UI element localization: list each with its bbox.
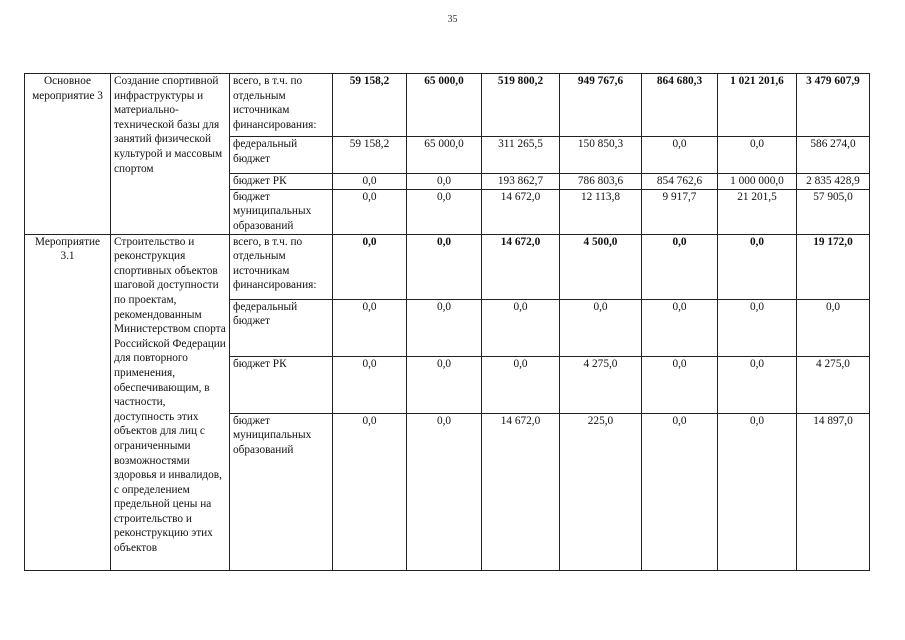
- value-cell: 150 850,3: [560, 137, 642, 174]
- value-cell: 0,0: [797, 299, 870, 356]
- value-cell: 59 158,2: [333, 74, 407, 137]
- value-cell: 65 000,0: [407, 74, 482, 137]
- value-cell: 0,0: [407, 234, 482, 299]
- table-row: [25, 74, 870, 137]
- value-cell: 0,0: [407, 299, 482, 356]
- value-cell: 9 917,7: [642, 189, 718, 234]
- value-cell: 4 500,0: [560, 234, 642, 299]
- value-cell: 0,0: [718, 356, 797, 413]
- value-cell: 1 000 000,0: [718, 174, 797, 190]
- value-cell: 14 897,0: [797, 413, 870, 570]
- source-cell: федеральный бюджет: [230, 299, 333, 356]
- value-cell: 14 672,0: [482, 234, 560, 299]
- value-cell: 0,0: [482, 356, 560, 413]
- value-cell: 0,0: [482, 299, 560, 356]
- value-cell: 949 767,6: [560, 74, 642, 137]
- value-cell: 0,0: [333, 174, 407, 190]
- value-cell: 59 158,2: [333, 137, 407, 174]
- source-cell: бюджет муниципальных образований: [230, 189, 333, 234]
- page-number: 35: [447, 14, 458, 25]
- value-cell: 0,0: [407, 174, 482, 190]
- value-cell: 0,0: [333, 299, 407, 356]
- value-cell: 0,0: [560, 299, 642, 356]
- value-cell: 1 021 201,6: [718, 74, 797, 137]
- value-cell: 14 672,0: [482, 189, 560, 234]
- value-cell: 311 265,5: [482, 137, 560, 174]
- value-cell: 4 275,0: [797, 356, 870, 413]
- value-cell: 0,0: [407, 189, 482, 234]
- source-cell: бюджет РК: [230, 174, 333, 190]
- value-cell: 0,0: [407, 356, 482, 413]
- value-cell: 786 803,6: [560, 174, 642, 190]
- table-row: [25, 234, 870, 299]
- value-cell: 2 835 428,9: [797, 174, 870, 190]
- value-cell: 0,0: [718, 234, 797, 299]
- value-cell: 864 680,3: [642, 74, 718, 137]
- value-cell: 65 000,0: [407, 137, 482, 174]
- value-cell: 57 905,0: [797, 189, 870, 234]
- value-cell: 0,0: [642, 356, 718, 413]
- event-name-cell: Мероприятие 3.1: [25, 234, 111, 570]
- value-cell: 0,0: [642, 137, 718, 174]
- value-cell: 0,0: [333, 356, 407, 413]
- event-description-cell: Строительство и реконструкция спортивных объектов шаговой доступности по проектам, рекомендованным Министерством спорта Российской Федерации для повторного применения, обеспечивающим, в частности, доступность этих объектов для лиц с ограниченными возможностями здоровья и инвалидов, с определением предельной цены на строительство и реконструкцию этих объектов: [111, 234, 230, 570]
- value-cell: 193 862,7: [482, 174, 560, 190]
- source-cell: бюджет муниципальных образований: [230, 413, 333, 570]
- value-cell: 0,0: [642, 413, 718, 570]
- value-cell: 0,0: [718, 413, 797, 570]
- value-cell: 0,0: [333, 189, 407, 234]
- value-cell: 0,0: [718, 299, 797, 356]
- value-cell: 0,0: [642, 234, 718, 299]
- value-cell: 586 274,0: [797, 137, 870, 174]
- value-cell: 0,0: [333, 413, 407, 570]
- source-cell: всего, в т.ч. по отдельным источникам финансирования:: [230, 234, 333, 299]
- value-cell: 225,0: [560, 413, 642, 570]
- source-cell: бюджет РК: [230, 356, 333, 413]
- value-cell: 0,0: [407, 413, 482, 570]
- value-cell: 0,0: [718, 137, 797, 174]
- value-cell: 519 800,2: [482, 74, 560, 137]
- value-cell: 0,0: [333, 234, 407, 299]
- value-cell: 12 113,8: [560, 189, 642, 234]
- source-cell: всего, в т.ч. по отдельным источникам финансирования:: [230, 74, 333, 137]
- value-cell: 4 275,0: [560, 356, 642, 413]
- value-cell: 854 762,6: [642, 174, 718, 190]
- value-cell: 19 172,0: [797, 234, 870, 299]
- value-cell: 14 672,0: [482, 413, 560, 570]
- value-cell: 0,0: [642, 299, 718, 356]
- event-description-cell: Создание спортивной инфраструктуры и материально-технической базы для занятий физической культурой и массовым спортом: [111, 74, 230, 235]
- value-cell: 21 201,5: [718, 189, 797, 234]
- budget-table: [24, 73, 870, 571]
- event-name-cell: Основное мероприятие 3: [25, 74, 111, 235]
- value-cell: 3 479 607,9: [797, 74, 870, 137]
- source-cell: федеральный бюджет: [230, 137, 333, 174]
